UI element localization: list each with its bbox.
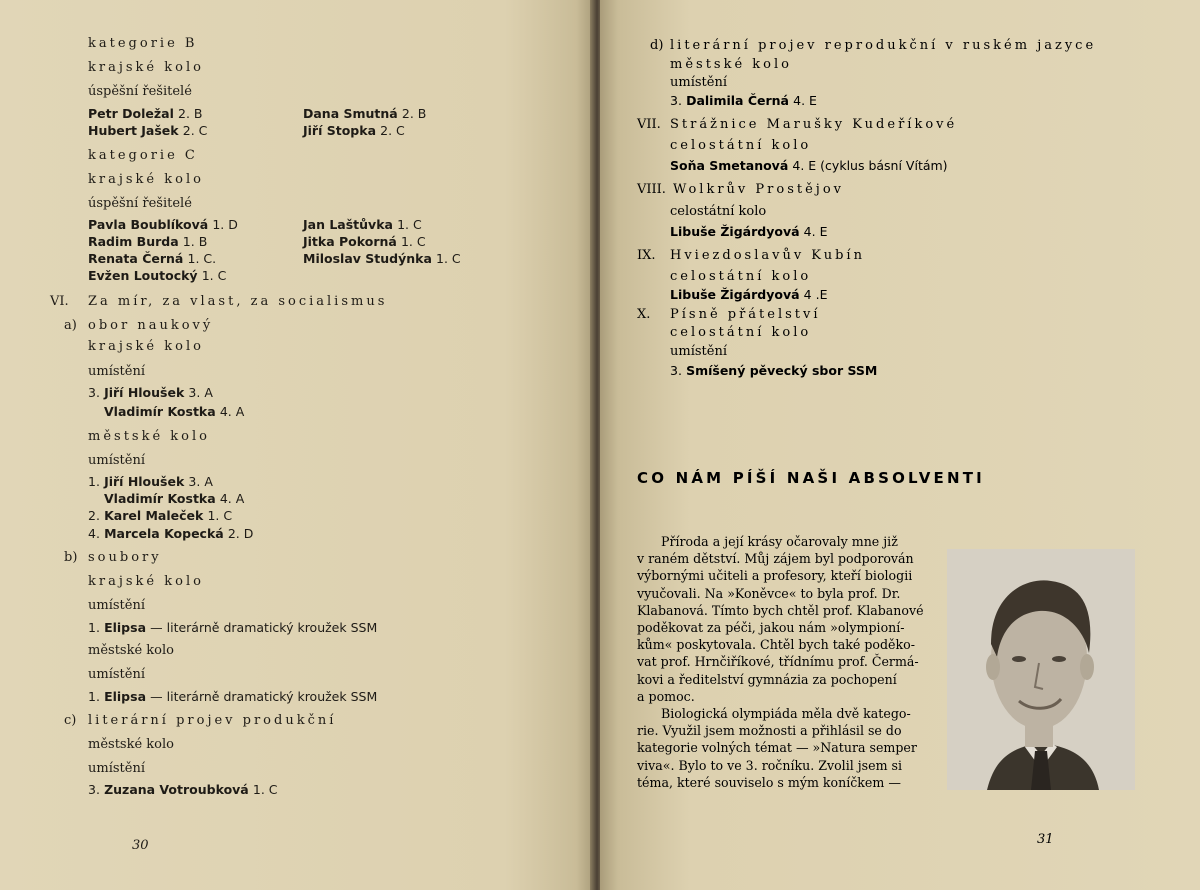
subsection-title: literární projev reprodukční v ruském jazyce [670,38,1097,53]
student-entry: Libuše Žigárdyová 4. E [670,224,828,239]
text-line: v raném dětství. Můj zájem byl podporován [637,551,914,567]
placement-label: umístění [88,667,145,682]
round-label: krajské kolo [88,574,204,589]
subsection-letter: c) [64,713,77,728]
section-number: VIII. [637,182,666,197]
section-title: Wolkrův Prostějov [673,182,844,197]
section-number: X. [637,307,651,322]
student-entry: Vladimír Kostka 4. A [104,404,245,419]
placement-label: umístění [670,75,727,90]
student-entry: Renata Černá 1. C. [88,251,217,266]
subsection-letter: a) [64,318,77,333]
solvers-label: úspěšní řešitelé [88,84,192,99]
student-entry: 3. Dalimila Černá 4. E [670,93,817,108]
student-entry: 1. Jiří Hloušek 3. A [88,474,213,489]
text-line: výbornými učiteli a profesory, kteří biologii [637,568,913,584]
round-label: městské kolo [670,57,792,72]
student-entry: Dana Smutná 2. B [303,106,427,121]
student-entry: Jan Laštůvka 1. C [303,217,422,232]
left-page [0,0,594,890]
student-entry: Vladimír Kostka 4. A [104,491,245,506]
section-title: Strážnice Marušky Kudeříkové [670,117,958,132]
student-entry: Evžen Loutocký 1. C [88,268,227,283]
placement-label: umístění [88,453,145,468]
placement-label: umístění [88,364,145,379]
article-heading: CO NÁM PÍŠÍ NAŠI ABSOLVENTI [637,469,985,487]
student-entry: Jitka Pokorná 1. C [303,234,426,249]
author-portrait-photo [947,549,1135,790]
ensemble-entry: 1. Elipsa — literárně dramatický kroužek SSM [88,689,378,704]
round-label: celostátní kolo [670,325,812,340]
section-number: IX. [637,248,656,263]
ensemble-entry: 3. Smíšený pěvecký sbor SSM [670,363,878,378]
text-line: téma, které souviselo s mým koníčkem — [637,774,901,790]
student-entry: Petr Doležal 2. B [88,106,203,121]
placement-label: umístění [88,598,145,613]
subsection-title: obor naukový [88,318,214,333]
text-line: viva«. Bylo to ve 3. ročníku. Zvolil jsem si [637,757,903,773]
text-line: vyučovali. Na »Koněvce« to byla prof. Dr. [637,585,901,601]
round-label: městské kolo [88,737,174,752]
student-entry: 2. Karel Maleček 1. C [88,508,233,523]
text-line: a pomoc. [637,688,695,704]
category-b-heading: kategorie B [88,36,198,51]
section-title: Za mír, za vlast, za socialismus [88,294,388,309]
page-number: 31 [1037,832,1054,847]
text-line: poděkovat za péči, jakou nám »olympioní- [637,620,905,636]
placement-label: umístění [88,761,145,776]
round-label: krajské kolo [88,339,204,354]
text-line: vat prof. Hrnčiříkové, třídnímu prof. Čermá- [637,654,919,670]
portrait-image [947,549,1135,790]
text-line: Klabanová. Tímto bych chtěl prof. Klabanové [637,602,924,618]
round-label: celostátní kolo [670,138,812,153]
round-label: krajské kolo [88,60,204,75]
subsection-title: soubory [88,550,162,565]
round-label: celostátní kolo [670,204,767,219]
page-number: 30 [132,838,149,853]
ensemble-entry: 1. Elipsa — literárně dramatický kroužek SSM [88,620,378,635]
student-entry: Hubert Jašek 2. C [88,123,208,138]
student-entry: 4. Marcela Kopecká 2. D [88,526,254,541]
round-label: městské kolo [88,643,174,658]
text-line: kategorie volných témat — »Natura semper [637,740,917,756]
subsection-letter: d) [650,38,664,53]
text-line: kovi a ředitelství gymnázia za pochopení [637,671,897,687]
section-number: VII. [637,117,661,132]
section-number: VI. [50,294,69,309]
student-entry: 3. Zuzana Votroubková 1. C [88,782,278,797]
round-label: krajské kolo [88,172,204,187]
text-line: Biologická olympiáda měla dvě katego- [661,706,911,722]
placement-label: umístění [670,344,727,359]
text-line: rie. Využil jsem možnosti a přihlásil se do [637,723,902,739]
article-paragraph-1 [637,533,939,791]
subsection-letter: b) [64,550,78,565]
student-entry: Pavla Boublíková 1. D [88,217,238,232]
category-c-heading: kategorie C [88,148,198,163]
student-entry: Jiří Stopka 2. C [303,123,405,138]
text-line: Příroda a její krásy očarovaly mne již [661,534,898,549]
student-entry: Radim Burda 1. B [88,234,208,249]
student-entry: Soňa Smetanová 4. E (cyklus básní Vítám) [670,158,948,173]
text-line: kům« poskytovala. Chtěl bych také poděko- [637,637,915,653]
solvers-label: úspěšní řešitelé [88,196,192,211]
student-entry: Libuše Žigárdyová 4 .E [670,287,828,302]
section-title: Písně přátelství [670,307,821,322]
student-entry: 3. Jiří Hloušek 3. A [88,385,213,400]
round-label: celostátní kolo [670,269,812,284]
section-title: Hviezdoslavův Kubín [670,248,865,263]
student-entry: Miloslav Studýnka 1. C [303,251,461,266]
subsection-title: literární projev produkční [88,713,337,728]
round-label: městské kolo [88,429,210,444]
